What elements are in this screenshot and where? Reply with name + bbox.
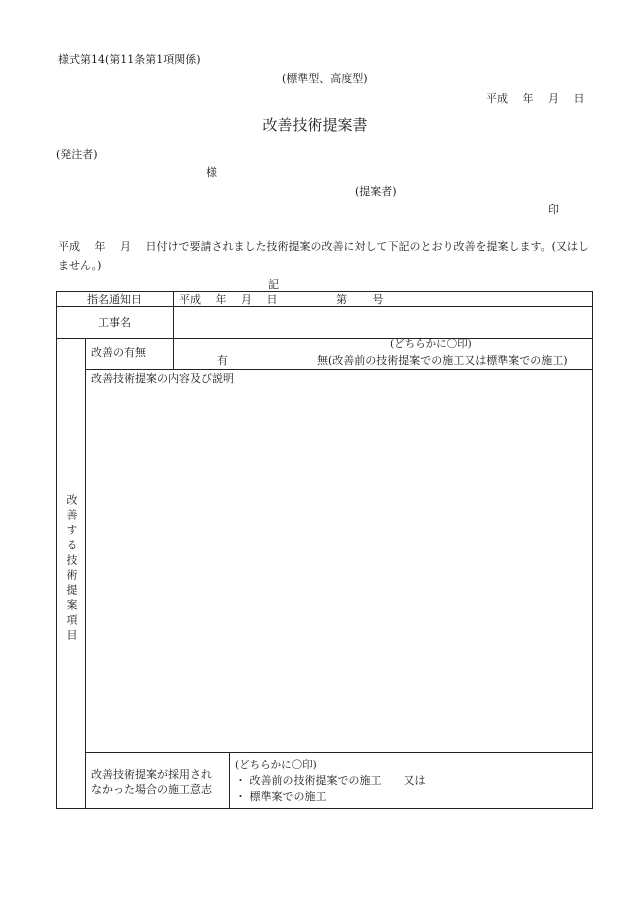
form-type-subtitle: (標準型、高度型) [282, 72, 368, 85]
seal-mark: 印 [548, 203, 559, 216]
designation-date-value[interactable]: 平成 年 月 日 第 号 [179, 293, 384, 306]
row-divider [85, 752, 592, 753]
document-date: 平成 年 月 日 [486, 92, 585, 105]
row-divider [57, 338, 592, 339]
proposer-label: (提案者) [355, 185, 397, 198]
orderer-label: (発注者) [56, 148, 98, 161]
intent-label-line2: なかった場合の施工意志 [91, 783, 212, 796]
ki-heading: 記 [268, 278, 279, 291]
intent-circle-instruction: (どちらかに〇印) [235, 759, 317, 771]
option-no[interactable]: 無(改善前の技術提案での施工又は標準案での施工) [317, 354, 568, 367]
content-description-label: 改善技術提案の内容及び説明 [91, 372, 234, 385]
proposal-statement: 平成 年 月 日付けで要請されました技術提案の改善に対して下記のとおり改善を提案します。(又はしません。) [58, 240, 589, 272]
document-title: 改善技術提案書 [262, 116, 368, 134]
column-divider [229, 752, 230, 808]
option-yes[interactable]: 有 [217, 354, 228, 367]
form-number: 様式第14(第11条第1項関係) [58, 53, 201, 66]
improvement-presence-label: 改善の有無 [91, 346, 146, 359]
intent-option-standard[interactable]: ・ 標準案での施工 [235, 790, 327, 803]
improvement-items-text: 改善する技術提案項目 [65, 494, 78, 644]
designation-date-label: 指名通知日 [87, 293, 142, 306]
column-divider [85, 338, 86, 808]
intent-label-line1: 改善技術提案が採用され [91, 768, 212, 781]
row-divider [85, 369, 592, 370]
circle-instruction: (どちらかに〇印) [390, 338, 472, 350]
intent-option-previous[interactable]: ・ 改善前の技術提案での施工 又は [235, 774, 426, 787]
honorific-label: 様 [206, 166, 217, 179]
project-name-label: 工事名 [98, 316, 131, 329]
improvement-items-label [57, 338, 85, 800]
proposal-form-table [56, 291, 593, 809]
column-divider [173, 292, 174, 369]
